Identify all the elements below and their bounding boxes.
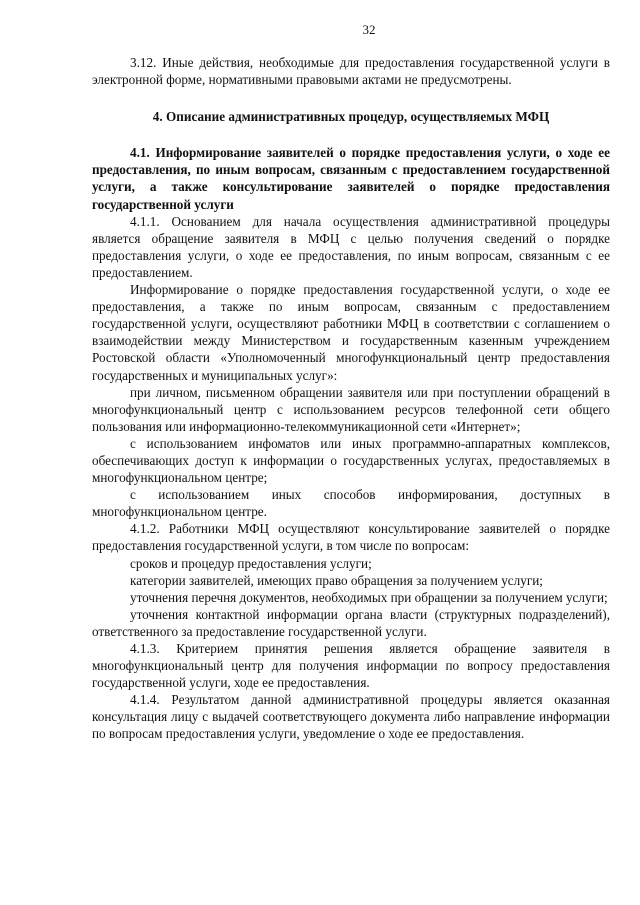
- subsection-4-1-title: 4.1. Информирование заявителей о порядке предоставления услуги, о ходе ее предоставления, по иным вопросам, связанным с предоставлением государственной услуги, а также консультирование заявителей о порядке предоставления государственной услуги: [92, 145, 610, 212]
- paragraph-3-12: 3.12. Иные действия, необходимые для предоставления государственной услуги в электронной форме, нормативными правовыми актами не предусмотрены.: [92, 55, 610, 88]
- paragraph-informing: Информирование о порядке предоставления государственной услуги, о ходе ее предоставления, а также по иным вопросам, связанным с предоставлением государственной услуги, осуществляют работники МФЦ в соответствии с соглашением о взаимодействии между Министерством и государственным казенным учреждением Ростовской области «Уполномоченный многофункциональный центр предоставления государственных и муниципальных услуг»:: [92, 282, 610, 383]
- list-item-categories: категории заявителей, имеющих право обращения за получением услуги;: [130, 572, 543, 588]
- list-item-contacts: уточнения контактной информации органа власти (структурных подразделений), ответственного за предоставление государственной услуги.: [92, 606, 610, 639]
- paragraph-other-methods: с использованием иных способов информирования, доступных в многофункциональном центре.: [92, 487, 610, 520]
- paragraph-4-1-1: 4.1.1. Основанием для начала осуществления административной процедуры является обращение заявителя в МФЦ с целью получения сведений о порядке предоставления услуги, о ходе ее предоставления, по иным вопросам, связанным с ее предоставлением.: [92, 213, 610, 280]
- paragraph-4-1-3: 4.1.3. Критерием принятия решения является обращение заявителя в многофункциональный центр для получения информации по вопросу предоставления государственной услуги, ходе ее предоставления.: [92, 641, 610, 691]
- paragraph-personal-request: при личном, письменном обращении заявителя или при поступлении обращений в многофункциональный центр с использованием ресурсов телефонной сети общего пользования или информационно-телекоммуникационной сети «Интернет»;: [92, 384, 610, 434]
- list-item-terms: сроков и процедур предоставления услуги;: [130, 555, 372, 571]
- paragraph-infomats: с использованием инфоматов или иных программно-аппаратных комплексов, обеспечивающих доступ к информации о государственных услугах, предоставляемых в многофункциональном центре;: [92, 435, 610, 486]
- paragraph-4-1-2: 4.1.2. Работники МФЦ осуществляют консультирование заявителей о порядке предоставления государственной услуги, в том числе по вопросам:: [92, 521, 610, 554]
- section-4-title: 4. Описание административных процедур, осуществляемых МФЦ: [152, 109, 550, 125]
- paragraph-4-1-4: 4.1.4. Результатом данной административной процедуры является оказанная консультация лицу с выдачей соответствующего документа либо направление информации по вопросам предоставления услуги, уведомление о ходе ее предоставления.: [92, 692, 610, 742]
- page-number: 32: [362, 22, 376, 37]
- list-item-documents: уточнения перечня документов, необходимых при обращении за получением услуги;: [130, 589, 608, 605]
